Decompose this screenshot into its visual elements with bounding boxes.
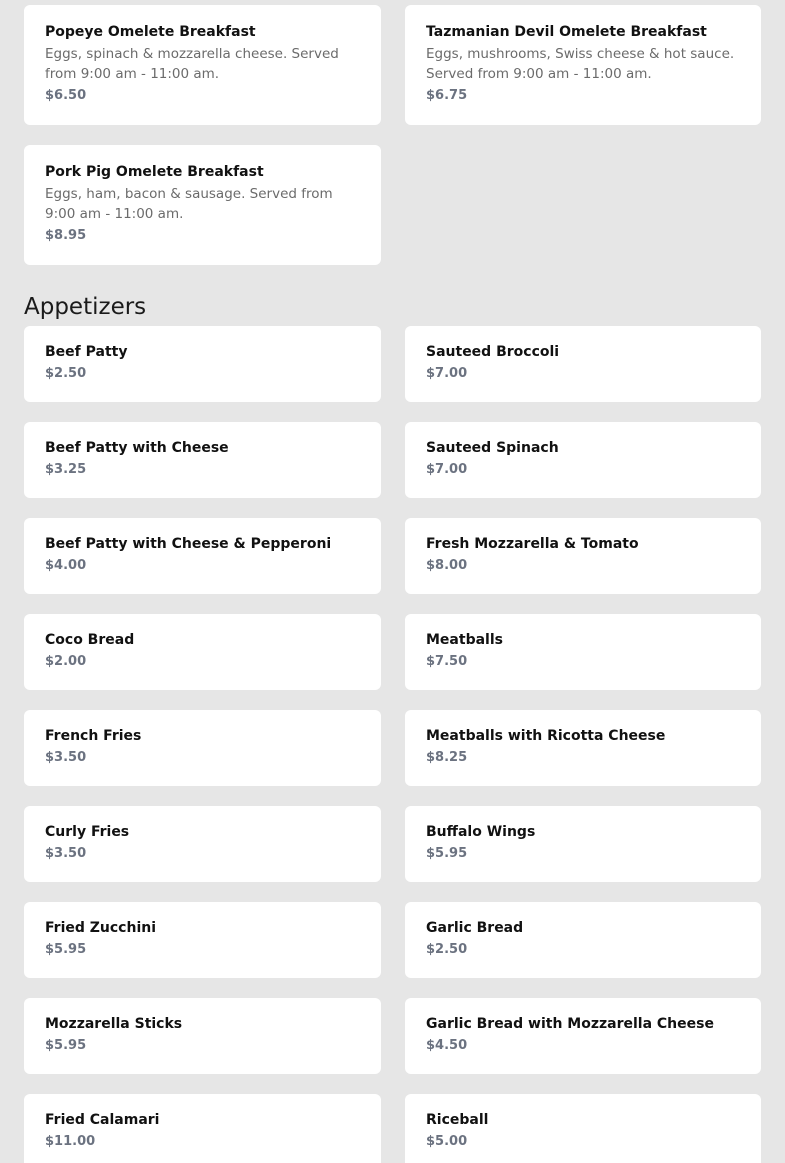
menu-item-price: $7.50 (426, 654, 468, 669)
menu-item-card[interactable] (24, 1094, 381, 1163)
menu-item-name: Buffalo Wings (426, 824, 536, 840)
menu-item-card[interactable] (24, 422, 381, 498)
menu-item-name: Mozzarella Sticks (45, 1016, 183, 1032)
menu-item-card[interactable] (405, 422, 761, 498)
menu-item-card[interactable] (24, 326, 381, 402)
menu-item-name: Fried Zucchini (45, 920, 157, 936)
menu-item-name: Popeye Omelete Breakfast (45, 24, 256, 40)
menu-item-price: $6.50 (45, 88, 87, 103)
menu-item-name: Fried Calamari (45, 1112, 160, 1128)
menu-item-price: $7.00 (426, 462, 468, 477)
menu-item-price: $8.95 (45, 228, 87, 243)
breakfast-menu-grid (24, 5, 761, 265)
menu-item-name: Garlic Bread with Mozzarella Cheese (426, 1016, 714, 1032)
menu-item-price: $2.50 (45, 366, 87, 381)
menu-item-name: Riceball (426, 1112, 489, 1128)
menu-item-card[interactable] (405, 614, 761, 690)
menu-item-price: $6.75 (426, 88, 468, 103)
appetizers-menu-grid (24, 326, 761, 1163)
menu-item-price: $3.25 (45, 462, 87, 477)
menu-item-name: Beef Patty (45, 344, 128, 360)
menu-item-name: French Fries (45, 728, 142, 744)
menu-item-card[interactable] (405, 326, 761, 402)
menu-item-description: Eggs, ham, bacon & sausage. Served from 9:00 am - 11:00 am. (45, 186, 333, 222)
menu-item-card[interactable] (24, 518, 381, 594)
section-heading-appetizers: Appetizers (24, 294, 147, 320)
menu-item-price: $3.50 (45, 750, 87, 765)
menu-item-price: $8.25 (426, 750, 468, 765)
menu-item-card[interactable] (24, 710, 381, 786)
menu-item-name: Sauteed Spinach (426, 440, 559, 456)
menu-item-price: $5.00 (426, 1134, 468, 1149)
menu-item-price: $4.50 (426, 1038, 468, 1053)
menu-item-card[interactable] (405, 5, 761, 125)
menu-item-card[interactable] (24, 5, 381, 125)
menu-item-card[interactable] (24, 145, 381, 265)
menu-item-price: $3.50 (45, 846, 87, 861)
menu-item-card[interactable] (405, 710, 761, 786)
menu-item-card[interactable] (405, 1094, 761, 1163)
menu-item-card[interactable] (405, 902, 761, 978)
menu-item-price: $5.95 (45, 1038, 87, 1053)
menu-item-card[interactable] (24, 806, 381, 882)
menu-item-name: Meatballs with Ricotta Cheese (426, 728, 666, 744)
menu-item-card[interactable] (24, 614, 381, 690)
menu-item-name: Beef Patty with Cheese (45, 440, 229, 456)
menu-item-card[interactable] (405, 518, 761, 594)
menu-item-card[interactable] (24, 998, 381, 1074)
menu-item-description: Eggs, mushrooms, Swiss cheese & hot sauce. Served from 9:00 am - 11:00 am. (426, 46, 735, 82)
menu-item-card[interactable] (24, 902, 381, 978)
menu-item-name: Fresh Mozzarella & Tomato (426, 536, 639, 552)
menu-item-name: Beef Patty with Cheese & Pepperoni (45, 536, 332, 552)
menu-item-name: Coco Bread (45, 632, 135, 648)
menu-item-name: Meatballs (426, 632, 503, 648)
menu-item-card[interactable] (405, 998, 761, 1074)
menu-item-price: $5.95 (426, 846, 468, 861)
menu-item-price: $5.95 (45, 942, 87, 957)
menu-item-price: $8.00 (426, 558, 468, 573)
menu-item-card[interactable] (405, 806, 761, 882)
menu-item-name: Tazmanian Devil Omelete Breakfast (426, 24, 707, 40)
menu-item-price: $2.00 (45, 654, 87, 669)
menu-item-price: $2.50 (426, 942, 468, 957)
menu-item-name: Sauteed Broccoli (426, 344, 560, 360)
menu-item-description: Eggs, spinach & mozzarella cheese. Served from 9:00 am - 11:00 am. (45, 46, 339, 82)
menu-item-name: Garlic Bread (426, 920, 524, 936)
menu-item-name: Pork Pig Omelete Breakfast (45, 164, 264, 180)
menu-item-price: $7.00 (426, 366, 468, 381)
menu-item-price: $4.00 (45, 558, 87, 573)
menu-item-name: Curly Fries (45, 824, 130, 840)
menu-item-price: $11.00 (45, 1134, 96, 1149)
